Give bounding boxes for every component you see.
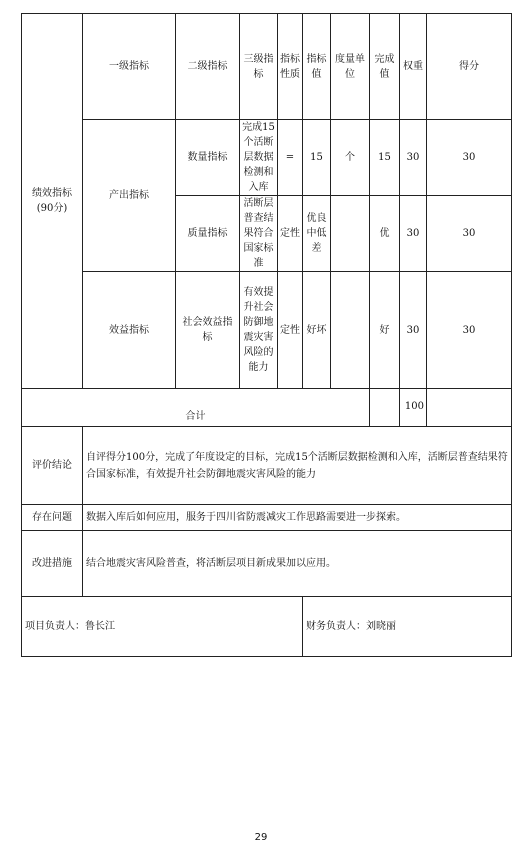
score-cell: 30 (427, 196, 512, 272)
header-weight: 权重 (400, 14, 427, 120)
header-row (22, 14, 512, 120)
level3-cell: 完成15个活断层数据检测和入库 (240, 120, 278, 196)
unit-cell: 个 (331, 120, 370, 196)
nature-cell: = (278, 120, 303, 196)
total-score: 100 (400, 389, 427, 427)
unit-cell (331, 272, 370, 389)
measures-label: 改进措施 (22, 531, 83, 597)
benefit-indicator-label: 效益指标 (83, 272, 176, 389)
weight-cell: 30 (400, 272, 427, 389)
level2-cell: 社会效益指标 (176, 272, 240, 389)
level2-cell: 质量指标 (176, 196, 240, 272)
table-row (22, 120, 512, 196)
finance-lead: 财务负责人：刘晓丽 (303, 597, 512, 657)
measures-text: 结合地震灾害风险普查，将活断层项目新成果加以应用。 (83, 531, 512, 597)
total-reason-cell (427, 389, 512, 427)
header-completed: 完成值 (370, 14, 400, 120)
score-cell: 30 (427, 272, 512, 389)
header-nature: 指标性质 (278, 14, 303, 120)
table-row (22, 272, 512, 389)
header-level3: 三级指标 (240, 14, 278, 120)
completed-cell: 15 (370, 120, 400, 196)
score-cell: 30 (427, 120, 512, 196)
value-cell: 好坏 (303, 272, 331, 389)
performance-indicator-label: 绩效指标(90分) (22, 14, 83, 389)
level3-cell: 有效提升社会防御地震灾害风险的能力 (240, 272, 278, 389)
level3-cell: 活断层普查结果符合国家标准 (240, 196, 278, 272)
page-number: 29 (254, 832, 268, 843)
value-cell: 优良中低差 (303, 196, 331, 272)
level2-cell: 数量指标 (176, 120, 240, 196)
problems-label: 存在问题 (22, 505, 83, 531)
signature-row (22, 597, 512, 657)
total-row (22, 389, 512, 427)
project-lead: 项目负责人：鲁长江 (22, 597, 303, 657)
measures-row (22, 531, 512, 597)
evaluation-label: 评价结论 (22, 427, 83, 505)
unit-cell (331, 196, 370, 272)
evaluation-text: 自评得分100分，完成了年度设定的目标，完成15个活断层数据检测和入库，活断层普查结果符合国家标准，有效提升社会防御地震灾害风险的能力 (83, 427, 512, 505)
header-level1: 一级指标 (83, 14, 176, 120)
performance-table (21, 13, 512, 657)
header-score: 得分 (427, 14, 512, 120)
output-indicator-label: 产出指标 (83, 120, 176, 272)
weight-cell: 30 (400, 196, 427, 272)
completed-cell: 优 (370, 196, 400, 272)
header-level2: 二级指标 (176, 14, 240, 120)
problems-text: 数据入库后如何应用，服务于四川省防震减灾工作思路需要进一步探索。 (83, 505, 512, 531)
total-label: 合计 (22, 389, 370, 427)
problems-row (22, 505, 512, 531)
total-weight-cell (370, 389, 400, 427)
weight-cell: 30 (400, 120, 427, 196)
nature-cell: 定性 (278, 196, 303, 272)
evaluation-row (22, 427, 512, 505)
value-cell: 15 (303, 120, 331, 196)
header-value: 指标值 (303, 14, 331, 120)
header-unit: 度量单位 (331, 14, 370, 120)
completed-cell: 好 (370, 272, 400, 389)
nature-cell: 定性 (278, 272, 303, 389)
